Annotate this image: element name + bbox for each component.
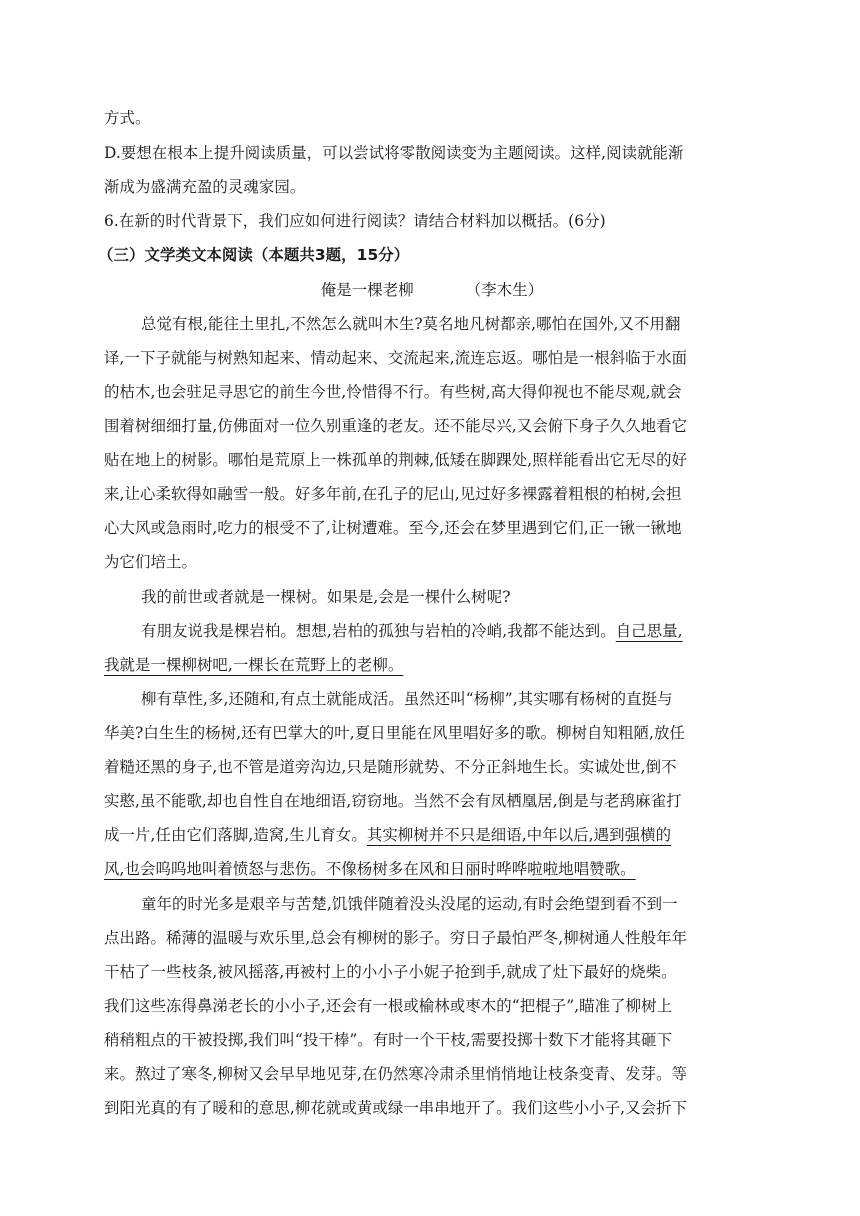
paragraph-line <box>104 654 760 676</box>
paragraph-line <box>141 620 760 642</box>
question-6: 6.在新的时代背景下，我们应如何进行阅读？请结合材料加以概括。(6分) <box>104 212 606 230</box>
article-title <box>104 279 760 301</box>
paragraph-line: 总觉有根,能往土里扎,不然怎么就叫木生?莫名地凡树都亲,哪怕在国外,又不用翻 <box>141 315 681 333</box>
underlined-sentence: 我就是一棵柳树吧,一棵长在荒野上的老柳。 <box>104 656 404 674</box>
paragraph-line: 为它们培土。 <box>104 553 197 571</box>
paragraph-line: 着糙还黑的身子,也不管是道旁沟边,只是随形就势、不分正斜地生长。实诚处世,倒不 <box>104 758 677 776</box>
paragraph-line: 贴在地上的树影。哪怕是荒原上一株孤单的荆棘,低矮在脚踝处,照样能看出它无尽的好 <box>104 451 688 469</box>
paragraph-line: 柳有草性,多,还随和,有点土就能成活。虽然还叫“杨柳”,其实哪有杨树的直挺与 <box>141 690 673 708</box>
paragraph-line: 我的前世或者就是一棵树。如果是,会是一棵什么树呢? <box>141 588 511 606</box>
text-line: 方式。 <box>104 109 151 127</box>
paragraph-line: 译,一下子就能与树熟知起来、情动起来、交流起来,流连忘返。哪怕是一根斜临于水面 <box>104 349 688 367</box>
paragraph-line: 我们这些冻得鼻涕老长的小小子,还会有一根或榆林或枣木的“把棍子”,瞄准了柳树上 <box>104 997 673 1015</box>
paragraph-line: 围着树细细打量,仿佛面对一位久别重逢的老友。还不能尽兴,又会俯下身子久久地看它 <box>104 417 688 435</box>
plain-text: 成一片,任由它们落脚,造窝,生儿育女。 <box>104 826 367 844</box>
paragraph-line: 的枯木,也会驻足寻思它的前生今世,怜惜得不行。有些树,高大得仰视也不能尽观,就会 <box>104 383 682 401</box>
underlined-sentence: 其实柳树并不只是细语,中年以后,遇到强横的 <box>366 826 672 844</box>
article-title-text: 俺是一棵老柳 <box>320 281 414 299</box>
paragraph-line: 实憨,虽不能歌,却也自性自在地细语,窃窃地。当然不会有凤栖凰居,倒是与老鸹麻雀打 <box>104 792 682 810</box>
text-line: 渐成为盛满充盈的灵魂家园。 <box>104 178 306 196</box>
section-heading: （三）文学类文本阅读（本题共3题，15分） <box>98 246 410 264</box>
underlined-sentence: 风,也会呜呜地叫着愤怒与悲伤。不像杨树多在风和日丽时哗哗啦啦地唱赞歌。 <box>104 860 636 878</box>
plain-text: 有朋友说我是棵岩柏。想想,岩柏的孤独与岩柏的冷峭,我都不能达到。 <box>141 622 616 640</box>
paragraph-line: 来。熬过了寒冬,柳树又会早早地见芽,在仍然寒冷肃杀里悄悄地让枝条变青、发芽。等 <box>104 1065 688 1083</box>
paragraph-line: 到阳光真的有了暖和的意思,柳花就或黄或绿一串串地开了。我们这些小小子,又会折下 <box>104 1099 688 1117</box>
underlined-sentence: 自己思量, <box>615 622 683 640</box>
paragraph-line: 干枯了一些枝条,被风摇落,再被村上的小小子小妮子抢到手,就成了灶下最好的烧柴。 <box>104 963 677 981</box>
paragraph-line: 来,让心柔软得如融雪一般。好多年前,在孔子的尼山,见过好多裸露着粗根的柏树,会担 <box>104 485 682 503</box>
paragraph-line: 稍稍粗点的干被投掷,我们叫“投干棒”。有时一个干枝,需要投掷十数下才能将其砸下 <box>104 1031 673 1049</box>
paragraph-line: 点出路。稀薄的温暖与欢乐里,总会有柳树的影子。穷日子最怕严冬,柳树通人性般年年 <box>104 929 688 947</box>
paragraph-line: 心大风或急雨时,吃力的根受不了,让树遭难。至今,还会在梦里遇到它们,正一锹一锹地 <box>104 519 682 537</box>
option-d-line: D.要想在根本上提升阅读质量，可以尝试将零散阅读变为主题阅读。这样,阅读就能渐 <box>104 144 684 162</box>
paragraph-line: 华美?白生生的杨树,还有巴掌大的叶,夏日里能在风里唱好多的歌。柳树自知粗陋,放任 <box>104 724 685 742</box>
paragraph-line <box>104 824 760 846</box>
article-author: （李木生） <box>465 281 544 299</box>
paragraph-line: 童年的时光多是艰辛与苦楚,饥饿伴随着没头没尾的运动,有时会绝望到看不到一 <box>141 895 678 913</box>
paragraph-line <box>104 858 760 880</box>
